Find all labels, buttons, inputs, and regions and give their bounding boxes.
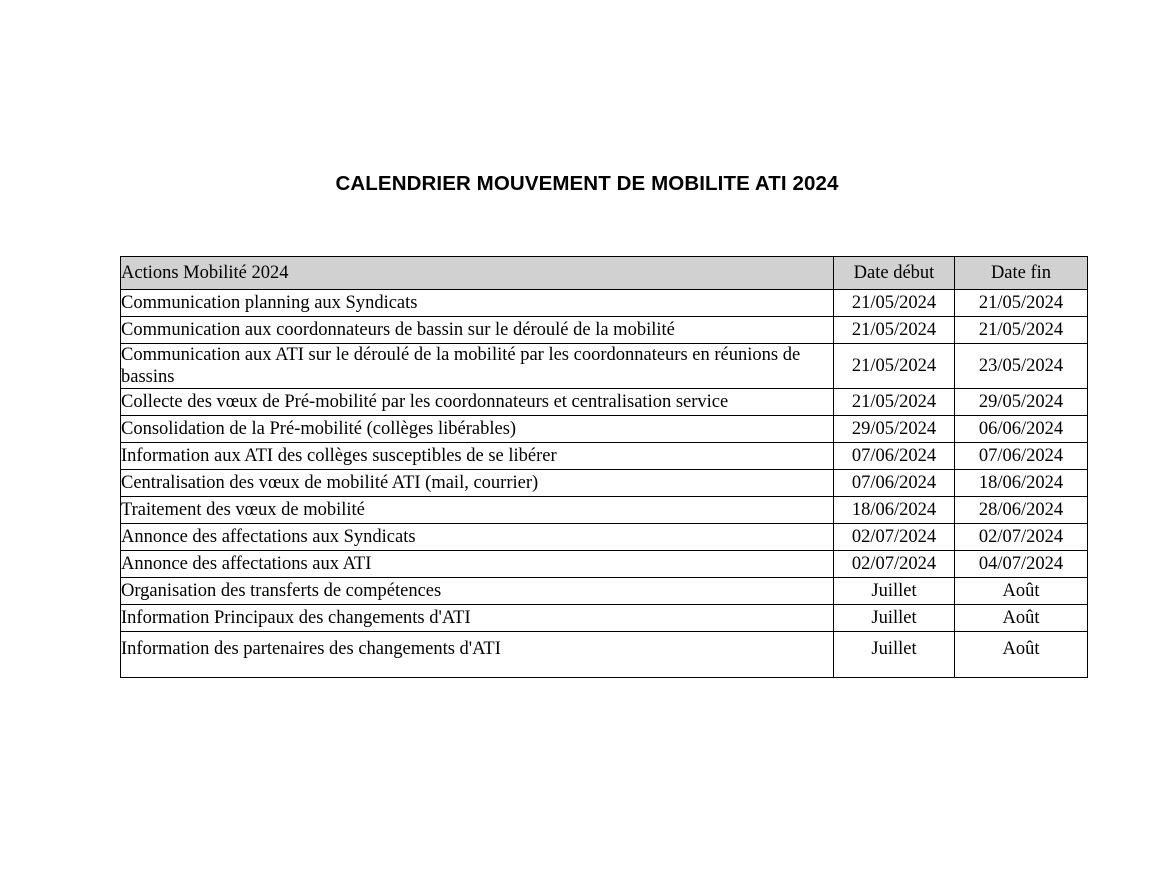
cell-start-date: 29/05/2024 — [834, 416, 955, 443]
cell-start-date: Juillet — [834, 632, 955, 678]
calendar-table-container — [120, 256, 1087, 678]
table-row — [121, 416, 1088, 443]
table-row — [121, 443, 1088, 470]
cell-start-date: Juillet — [834, 578, 955, 605]
cell-start-date: Juillet — [834, 605, 955, 632]
mobility-calendar-table — [120, 256, 1088, 678]
cell-action: Annonce des affectations aux ATI — [121, 551, 834, 578]
cell-action: Consolidation de la Pré-mobilité (collèges libérables) — [121, 416, 834, 443]
cell-action: Communication planning aux Syndicats — [121, 290, 834, 317]
table-row — [121, 632, 1088, 678]
cell-action: Information des partenaires des changements d'ATI — [121, 632, 834, 678]
table-row — [121, 605, 1088, 632]
cell-start-date: 21/05/2024 — [834, 317, 955, 344]
table-header — [121, 257, 1088, 290]
table-row — [121, 524, 1088, 551]
cell-end-date: 07/06/2024 — [955, 443, 1088, 470]
table-row — [121, 344, 1088, 389]
table-header-row — [121, 257, 1088, 290]
cell-end-date: Août — [955, 605, 1088, 632]
cell-end-date: 28/06/2024 — [955, 497, 1088, 524]
cell-end-date: 21/05/2024 — [955, 290, 1088, 317]
table-row — [121, 578, 1088, 605]
cell-start-date: 07/06/2024 — [834, 443, 955, 470]
cell-start-date: 18/06/2024 — [834, 497, 955, 524]
cell-end-date: 02/07/2024 — [955, 524, 1088, 551]
cell-start-date: 02/07/2024 — [834, 551, 955, 578]
cell-end-date: 21/05/2024 — [955, 317, 1088, 344]
cell-action: Annonce des affectations aux Syndicats — [121, 524, 834, 551]
cell-start-date: 21/05/2024 — [834, 290, 955, 317]
cell-start-date: 21/05/2024 — [834, 389, 955, 416]
table-body — [121, 290, 1088, 678]
cell-start-date: 02/07/2024 — [834, 524, 955, 551]
page-title: CALENDRIER MOUVEMENT DE MOBILITE ATI 2024 — [335, 172, 839, 195]
cell-end-date: 29/05/2024 — [955, 389, 1088, 416]
cell-action: Traitement des vœux de mobilité — [121, 497, 834, 524]
table-row — [121, 551, 1088, 578]
cell-end-date: 06/06/2024 — [955, 416, 1088, 443]
table-row — [121, 290, 1088, 317]
column-header-action: Actions Mobilité 2024 — [121, 257, 834, 290]
cell-action: Information Principaux des changements d'ATI — [121, 605, 834, 632]
table-row — [121, 470, 1088, 497]
cell-end-date: 23/05/2024 — [955, 344, 1088, 389]
cell-action: Collecte des vœux de Pré-mobilité par les coordonnateurs et centralisation service — [121, 389, 834, 416]
column-header-end-date: Date fin — [955, 257, 1088, 290]
cell-action: Organisation des transferts de compétences — [121, 578, 834, 605]
cell-action: Communication aux coordonnateurs de bassin sur le déroulé de la mobilité — [121, 317, 834, 344]
cell-start-date: 21/05/2024 — [834, 344, 955, 389]
cell-end-date: 18/06/2024 — [955, 470, 1088, 497]
cell-end-date: 04/07/2024 — [955, 551, 1088, 578]
table-row — [121, 389, 1088, 416]
cell-end-date: Août — [955, 632, 1088, 678]
cell-start-date: 07/06/2024 — [834, 470, 955, 497]
table-row — [121, 497, 1088, 524]
cell-action: Information aux ATI des collèges susceptibles de se libérer — [121, 443, 834, 470]
table-row — [121, 317, 1088, 344]
cell-end-date: Août — [955, 578, 1088, 605]
column-header-start-date: Date début — [834, 257, 955, 290]
cell-action: Communication aux ATI sur le déroulé de la mobilité par les coordonnateurs en réunions de bassins — [121, 344, 834, 389]
cell-action: Centralisation des vœux de mobilité ATI (mail, courrier) — [121, 470, 834, 497]
